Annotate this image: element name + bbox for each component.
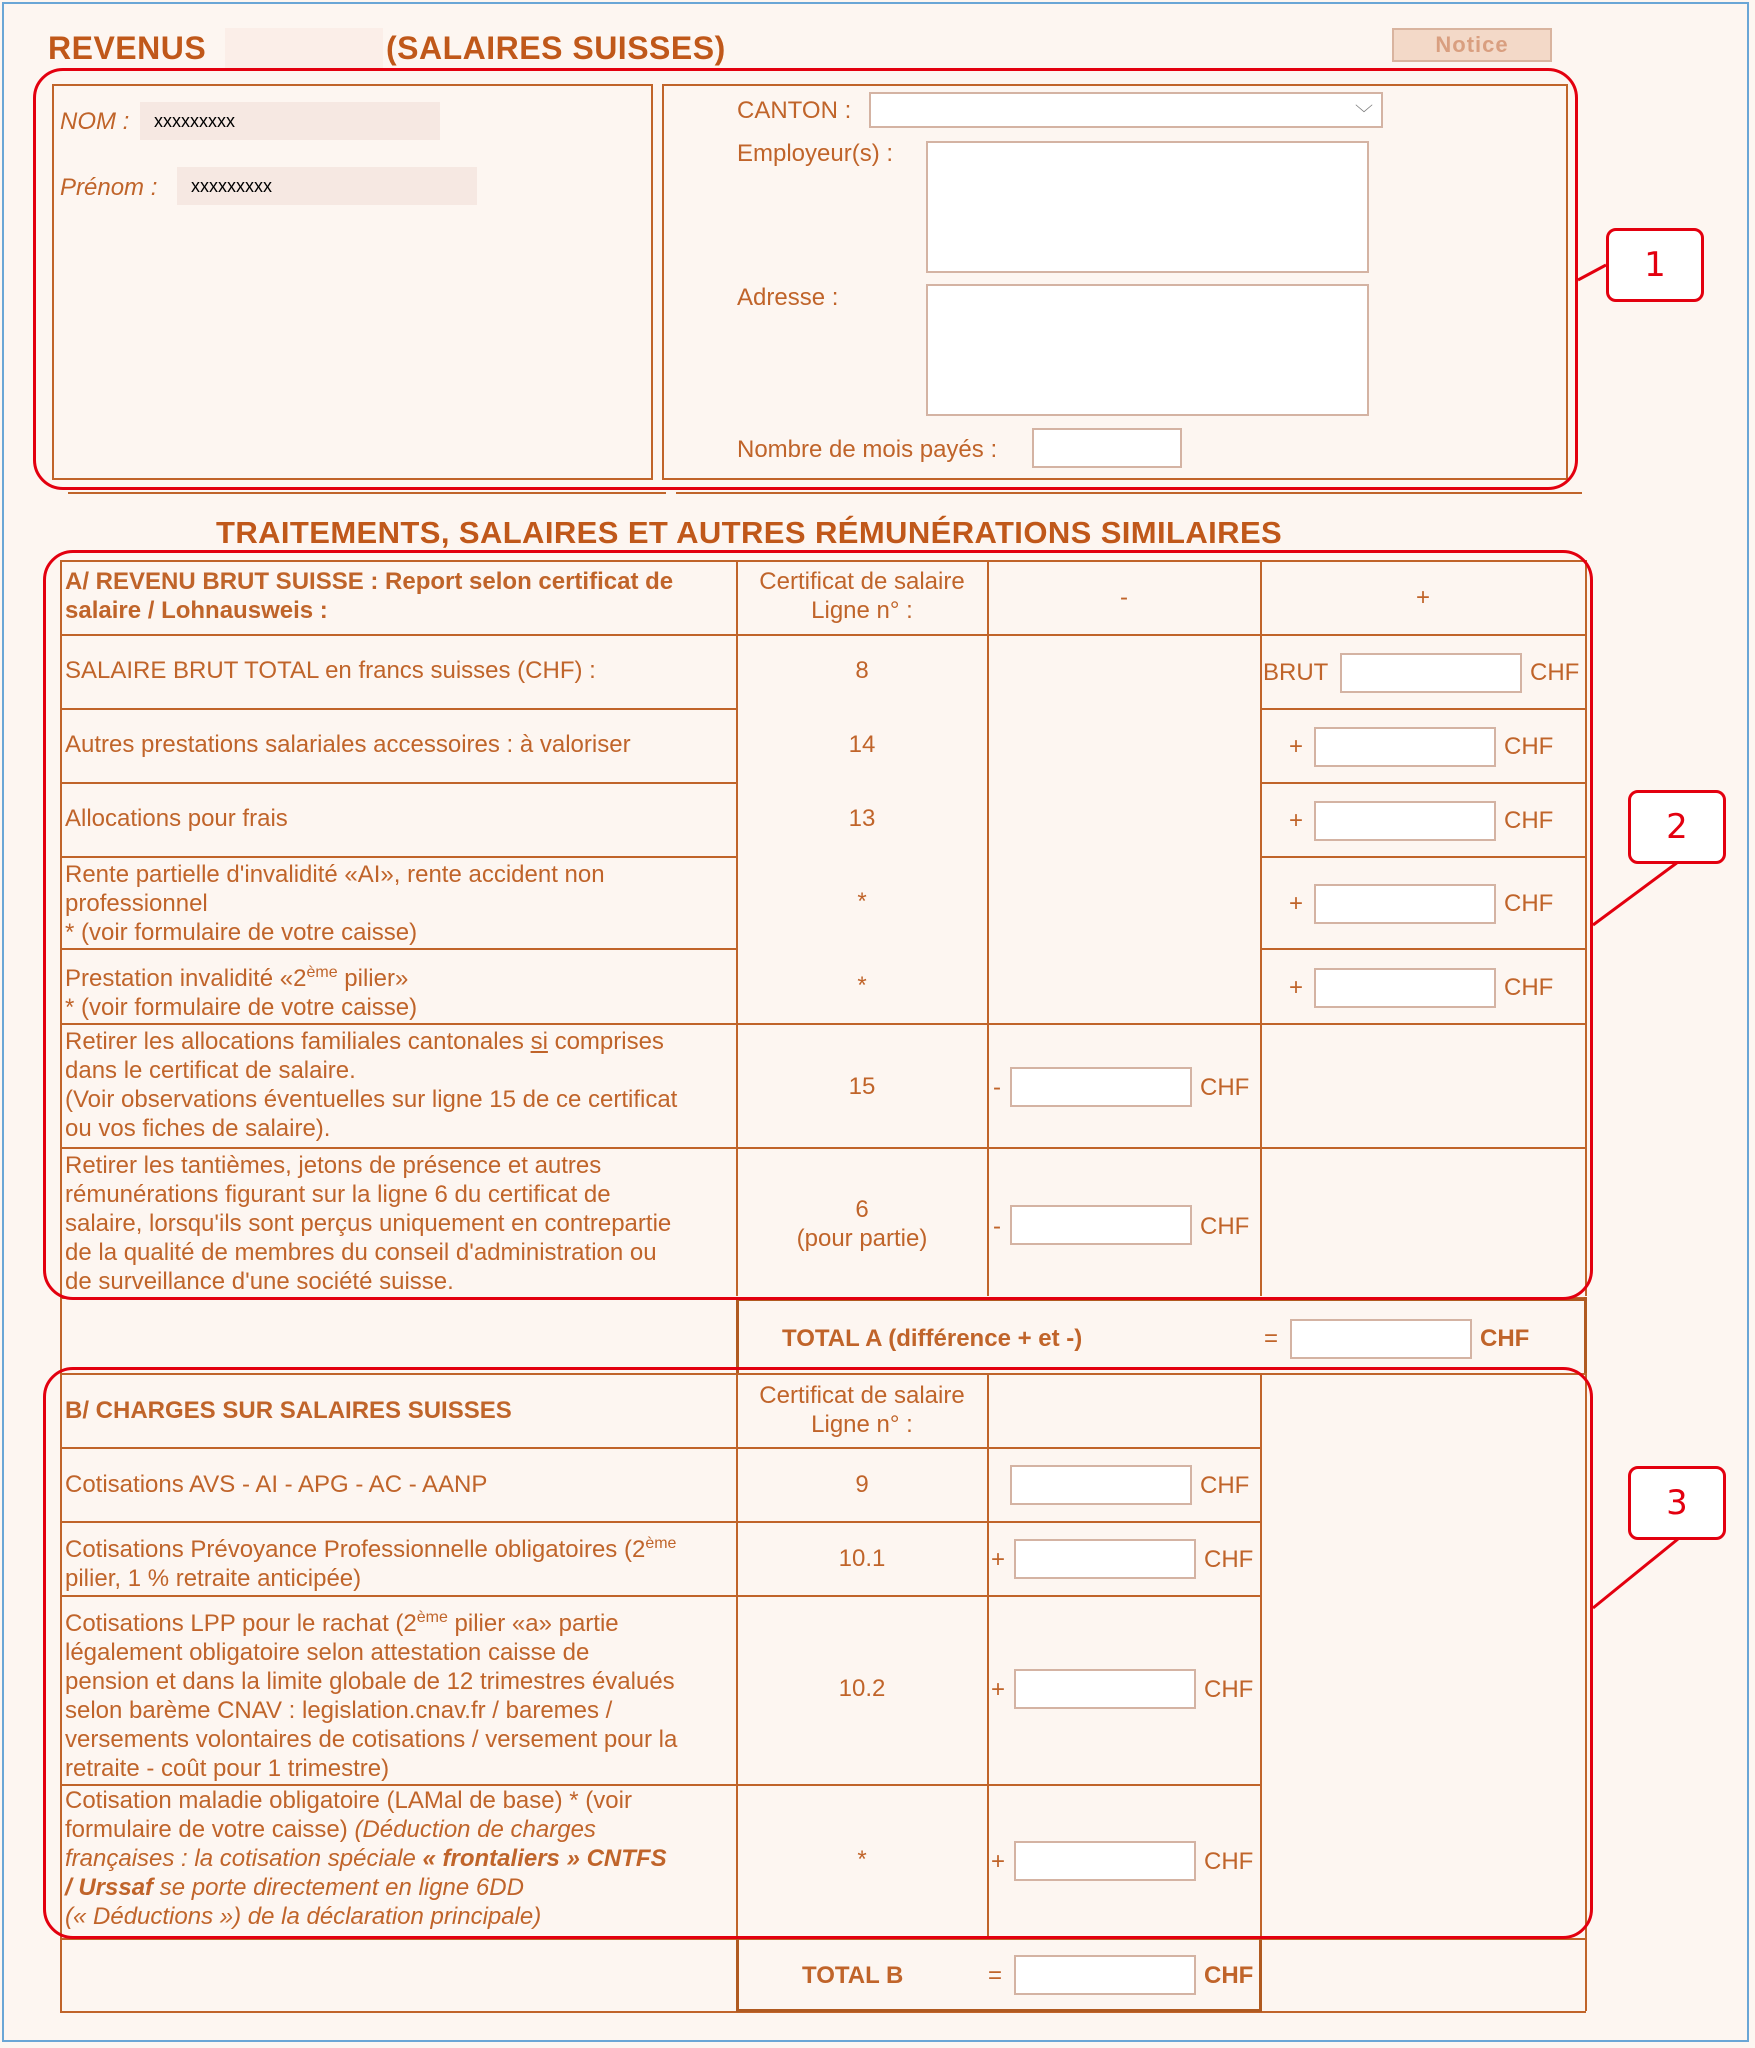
label-line: de surveillance d'une société suisse. bbox=[65, 1268, 454, 1295]
label-line: * (voir formulaire de votre caisse) bbox=[65, 919, 418, 946]
plus-prefix: + bbox=[1289, 974, 1304, 1001]
callout-3: 3 bbox=[1628, 1466, 1726, 1540]
total-a-input[interactable] bbox=[1290, 1319, 1472, 1359]
table-row-line: 9 bbox=[855, 1471, 869, 1498]
label-sup: ème bbox=[306, 964, 338, 981]
total-a-label: TOTAL A (différence + et -) bbox=[782, 1325, 1083, 1352]
plus-prefix: + bbox=[991, 1848, 1006, 1875]
label-italic: (« Déductions ») de la déclaration principale) bbox=[65, 1903, 542, 1930]
notice-button[interactable]: Notice bbox=[1392, 28, 1552, 62]
minus-prefix: - bbox=[993, 1213, 1001, 1240]
section-title: TRAITEMENTS, SALAIRES ET AUTRES RÉMUNÉRATIONS SIMILAIRES bbox=[216, 515, 1283, 550]
annotation-outline-3 bbox=[43, 1367, 1593, 1939]
adresse-label: Adresse : bbox=[737, 284, 839, 311]
table-row-line: * bbox=[857, 1846, 867, 1873]
label-line: ou vos fiches de salaire). bbox=[65, 1115, 331, 1142]
label-bold-italic: « frontaliers » CNTFS bbox=[422, 1845, 667, 1872]
label-line: (Voir observations éventuelles sur ligne 15 de ce certificat bbox=[65, 1086, 678, 1113]
table-row-label: SALAIRE BRUT TOTAL en francs suisses (CHF) : bbox=[65, 657, 596, 684]
callout-2: 2 bbox=[1628, 790, 1726, 864]
total-b-input[interactable] bbox=[1014, 1955, 1196, 1995]
label-sup: ème bbox=[645, 1535, 677, 1552]
title-redacted-block bbox=[225, 28, 383, 68]
label-italic: françaises : la cotisation spéciale bbox=[65, 1845, 423, 1872]
chf-unit: CHF bbox=[1200, 1213, 1250, 1240]
plus-prefix: + bbox=[991, 1546, 1006, 1573]
page-title: REVENUS bbox=[48, 30, 207, 66]
plus-prefix: + bbox=[991, 1676, 1006, 1703]
chf-unit: CHF bbox=[1204, 1962, 1254, 1989]
col-cert-header: Certificat de salaire Ligne n° : bbox=[759, 1382, 965, 1438]
table-row-label: Cotisations AVS - AI - APG - AC - AANP bbox=[65, 1471, 488, 1498]
callout-1: 1 bbox=[1606, 228, 1704, 302]
total-a-border bbox=[1584, 1297, 1587, 1373]
chf-unit: CHF bbox=[1504, 733, 1554, 760]
label-line: versements volontaires de cotisations / versement pour la bbox=[65, 1726, 678, 1753]
col-plus-header: + bbox=[1415, 584, 1430, 611]
table-row-line: 15 bbox=[848, 1073, 876, 1100]
minus-prefix: - bbox=[993, 1074, 1001, 1101]
chf-unit: CHF bbox=[1504, 807, 1554, 834]
table-row-line: * bbox=[857, 888, 867, 915]
chf-unit: CHF bbox=[1504, 890, 1554, 917]
page-subtitle: (SALAIRES SUISSES) bbox=[386, 30, 726, 66]
total-b-border bbox=[1259, 1938, 1262, 2011]
brut-prefix: BRUT bbox=[1263, 659, 1329, 686]
chf-unit: CHF bbox=[1200, 1074, 1250, 1101]
plus-prefix: + bbox=[1289, 807, 1304, 834]
label-underline: si bbox=[530, 1028, 548, 1055]
label-line: * (voir formulaire de votre caisse) bbox=[65, 994, 418, 1021]
label-line: Retirer les tantièmes, jetons de présence et autres bbox=[65, 1152, 602, 1179]
plus-prefix: + bbox=[1289, 733, 1304, 760]
divider bbox=[676, 492, 1582, 494]
total-b-border bbox=[736, 2009, 1262, 2012]
label-italic: se porte directement en ligne 6DD bbox=[153, 1874, 524, 1901]
label-part: pilier «a» partie bbox=[447, 1610, 619, 1637]
label-line: retraite - coût pour 1 trimestre) bbox=[65, 1755, 390, 1782]
col-minus-header: - bbox=[1120, 584, 1128, 611]
line-note: (pour partie) bbox=[796, 1225, 928, 1252]
label-bold-italic: / Urssaf bbox=[65, 1874, 154, 1901]
label-line: Cotisation maladie obligatoire (LAMal de base) * (voir bbox=[65, 1787, 632, 1814]
table-row-line: * bbox=[857, 972, 867, 999]
chf-unit: CHF bbox=[1204, 1676, 1254, 1703]
label-part: formulaire de votre caisse) bbox=[65, 1816, 355, 1843]
chf-unit: CHF bbox=[1204, 1546, 1254, 1573]
label-line: selon barème CNAV : legislation.cnav.fr / baremes / bbox=[65, 1697, 613, 1724]
nom-label: NOM : bbox=[60, 108, 130, 135]
label-line: rémunérations figurant sur la ligne 6 du certificat de bbox=[65, 1181, 611, 1208]
chf-unit: CHF bbox=[1204, 1848, 1254, 1875]
col-cert-header: Certificat de salaire Ligne n° : bbox=[759, 568, 965, 624]
chf-unit: CHF bbox=[1200, 1472, 1250, 1499]
table-row-line: 10.2 bbox=[838, 1675, 886, 1702]
nom-field[interactable]: xxxxxxxxx bbox=[140, 102, 440, 140]
total-b-eq: = bbox=[988, 1962, 1003, 1989]
label-line: salaire, lorsqu'ils sont perçus uniquement en contrepartie bbox=[65, 1210, 672, 1237]
divider bbox=[68, 492, 666, 494]
label-part: pilier» bbox=[337, 965, 409, 992]
chevron-down-icon: ﹀ bbox=[1355, 104, 1373, 124]
table-row-label: Autres prestations salariales accessoires : à valoriser bbox=[65, 731, 631, 758]
label-line: professionnel bbox=[65, 890, 208, 917]
label-line: légalement obligatoire selon attestation caisse de bbox=[65, 1639, 590, 1666]
label-part: Prestation invalidité «2 bbox=[65, 965, 307, 992]
canton-label: CANTON : bbox=[737, 97, 852, 124]
label-line: dans le certificat de salaire. bbox=[65, 1057, 356, 1084]
table-row-line: 14 bbox=[848, 731, 876, 758]
prenom-label: Prénom : bbox=[60, 174, 158, 201]
chf-unit: CHF bbox=[1504, 974, 1554, 1001]
mois-payes-label: Nombre de mois payés : bbox=[737, 436, 998, 463]
label-sup: ème bbox=[416, 1609, 448, 1626]
table-row-line: 10.1 bbox=[838, 1545, 886, 1572]
total-a-border bbox=[60, 1297, 62, 1373]
section-b-heading: B/ CHARGES SUR SALAIRES SUISSES bbox=[65, 1397, 512, 1424]
label-part: Cotisations LPP pour le rachat (2 bbox=[65, 1610, 417, 1637]
total-a-eq: = bbox=[1264, 1325, 1279, 1352]
total-b-label: TOTAL B bbox=[802, 1962, 904, 1989]
plus-prefix: + bbox=[1289, 890, 1304, 917]
table-row-line: 8 bbox=[855, 657, 869, 684]
total-b-border bbox=[736, 1938, 739, 2011]
chf-unit: CHF bbox=[1480, 1325, 1530, 1352]
label-italic: (Déduction de charges bbox=[354, 1816, 596, 1843]
line-number: 6 bbox=[855, 1196, 869, 1223]
annotation-outline-1 bbox=[33, 68, 1578, 490]
label-part: Retirer les allocations familiales cantonales bbox=[65, 1028, 531, 1055]
label-line: Rente partielle d'invalidité «AI», rente accident non bbox=[65, 861, 605, 888]
section-a-heading: A/ REVENU BRUT SUISSE : Report selon certificat de salaire / Lohnausweis : bbox=[65, 568, 674, 624]
prenom-field[interactable]: xxxxxxxxx bbox=[177, 167, 477, 205]
chf-unit: CHF bbox=[1530, 659, 1580, 686]
label-part: Cotisations Prévoyance Professionnelle obligatoires (2 bbox=[65, 1536, 646, 1563]
table-row-line: 13 bbox=[848, 805, 876, 832]
label-line: pension et dans la limite globale de 12 trimestres évalués bbox=[65, 1668, 675, 1695]
label-line: pilier, 1 % retraite anticipée) bbox=[65, 1565, 362, 1592]
label-part: comprises bbox=[547, 1028, 664, 1055]
total-a-border bbox=[736, 1297, 739, 1373]
label-line: de la qualité de membres du conseil d'administration ou bbox=[65, 1239, 657, 1266]
annotation-outline-2 bbox=[43, 550, 1593, 1300]
table-row-label: Allocations pour frais bbox=[65, 805, 288, 832]
employeurs-label: Employeur(s) : bbox=[737, 140, 894, 167]
